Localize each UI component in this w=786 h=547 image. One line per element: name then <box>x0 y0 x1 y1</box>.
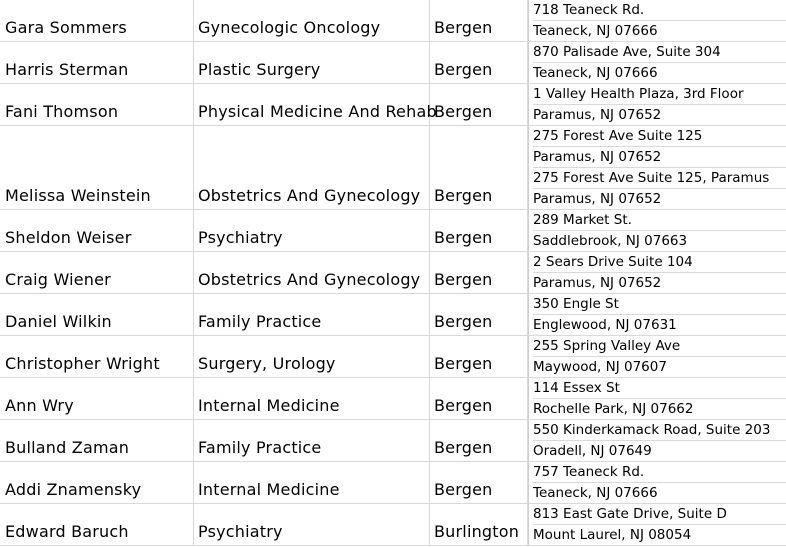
cell-name-text: Sheldon Weiser <box>5 228 132 247</box>
cell-address[interactable] <box>528 378 786 419</box>
address-line: Paramus, NJ 07652 <box>533 107 662 123</box>
address-line: 870 Palisade Ave, Suite 304 <box>533 42 786 63</box>
address-line: 813 East Gate Drive, Suite D <box>533 504 786 525</box>
cell-county[interactable] <box>430 252 528 293</box>
cell-county[interactable] <box>430 378 528 419</box>
cell-county-text: Bergen <box>434 312 493 331</box>
cell-specialty-text: Obstetrics And Gynecology <box>198 270 421 289</box>
address-line: 2 Sears Drive Suite 104 <box>533 252 786 273</box>
table-row <box>0 378 786 420</box>
cell-county-text: Bergen <box>434 228 493 247</box>
address-line: 718 Teaneck Rd. <box>533 0 786 21</box>
address-line: Teaneck, NJ 07666 <box>533 23 658 39</box>
cell-county-text: Bergen <box>434 18 493 37</box>
table-row <box>0 420 786 462</box>
cell-specialty[interactable] <box>194 504 430 545</box>
cell-specialty-text: Family Practice <box>198 312 322 331</box>
cell-name[interactable] <box>0 504 194 545</box>
address-line: Paramus, NJ 07652 <box>533 191 662 207</box>
cell-specialty-text: Psychiatry <box>198 522 283 541</box>
cell-name-text: Ann Wry <box>5 396 74 415</box>
cell-specialty[interactable] <box>194 126 430 209</box>
cell-address[interactable] <box>528 0 786 41</box>
table-row <box>0 462 786 504</box>
cell-county[interactable] <box>430 42 528 83</box>
cell-county-text: Bergen <box>434 438 493 457</box>
cell-county-text: Bergen <box>434 396 493 415</box>
table-row <box>0 336 786 378</box>
cell-address[interactable] <box>528 252 786 293</box>
cell-specialty-text: Physical Medicine And Rehab <box>198 102 437 121</box>
cell-specialty[interactable] <box>194 462 430 503</box>
address-line: 757 Teaneck Rd. <box>533 462 786 483</box>
cell-address[interactable] <box>528 504 786 545</box>
table-row <box>0 294 786 336</box>
cell-name[interactable] <box>0 294 194 335</box>
cell-county[interactable] <box>430 0 528 41</box>
cell-specialty-text: Plastic Surgery <box>198 60 321 79</box>
cell-specialty[interactable] <box>194 378 430 419</box>
table-row <box>0 252 786 294</box>
table-row <box>0 210 786 252</box>
cell-name[interactable] <box>0 378 194 419</box>
table-row <box>0 504 786 546</box>
address-line: 114 Essex St <box>533 378 786 399</box>
cell-county[interactable] <box>430 210 528 251</box>
address-line: 275 Forest Ave Suite 125, Paramus <box>533 168 786 189</box>
address-line: Englewood, NJ 07631 <box>533 317 677 333</box>
cell-county[interactable] <box>430 420 528 461</box>
cell-county[interactable] <box>430 294 528 335</box>
cell-name-text: Edward Baruch <box>5 522 129 541</box>
cell-name-text: Bulland Zaman <box>5 438 130 457</box>
cell-specialty-text: Psychiatry <box>198 228 283 247</box>
cell-name[interactable] <box>0 126 194 209</box>
address-line: Teaneck, NJ 07666 <box>533 65 658 81</box>
address-line: Saddlebrook, NJ 07663 <box>533 233 688 249</box>
cell-specialty-text: Gynecologic Oncology <box>198 18 381 37</box>
table-row <box>0 42 786 84</box>
cell-specialty-text: Internal Medicine <box>198 480 340 499</box>
cell-county-text: Bergen <box>434 270 493 289</box>
cell-name-text: Christopher Wright <box>5 354 160 373</box>
address-line: Teaneck, NJ 07666 <box>533 485 658 501</box>
cell-address[interactable] <box>528 420 786 461</box>
table-row <box>0 84 786 126</box>
cell-specialty-text: Obstetrics And Gynecology <box>198 186 421 205</box>
cell-specialty[interactable] <box>194 210 430 251</box>
cell-name-text: Melissa Weinstein <box>5 186 151 205</box>
cell-specialty-text: Family Practice <box>198 438 322 457</box>
cell-address[interactable] <box>528 84 786 125</box>
cell-county[interactable] <box>430 126 528 209</box>
cell-specialty[interactable] <box>194 42 430 83</box>
address-line: 289 Market St. <box>533 210 786 231</box>
cell-county-text: Bergen <box>434 102 493 121</box>
address-line: 275 Forest Ave Suite 125 <box>533 126 786 147</box>
cell-address[interactable] <box>528 294 786 335</box>
cell-county-text: Bergen <box>434 354 493 373</box>
cell-name[interactable] <box>0 462 194 503</box>
cell-county[interactable] <box>430 336 528 377</box>
cell-specialty[interactable] <box>194 420 430 461</box>
cell-county-text: Burlington <box>434 522 520 541</box>
address-line: Mount Laurel, NJ 08054 <box>533 527 692 543</box>
cell-specialty[interactable] <box>194 84 437 125</box>
cell-name[interactable] <box>0 420 194 461</box>
address-line: Oradell, NJ 07649 <box>533 443 652 459</box>
cell-county-text: Bergen <box>434 480 493 499</box>
address-line: Paramus, NJ 07652 <box>533 147 786 168</box>
address-line: Rochelle Park, NJ 07662 <box>533 401 694 417</box>
cell-county-text: Bergen <box>434 186 493 205</box>
cell-specialty[interactable] <box>194 294 430 335</box>
cell-specialty-text: Surgery, Urology <box>198 354 336 373</box>
cell-name[interactable] <box>0 336 194 377</box>
cell-name[interactable] <box>0 42 194 83</box>
cell-name[interactable] <box>0 252 194 293</box>
cell-address[interactable] <box>528 210 786 251</box>
cell-county-text: Bergen <box>434 60 493 79</box>
cell-name[interactable] <box>0 84 194 125</box>
address-line: 255 Spring Valley Ave <box>533 336 786 357</box>
cell-specialty[interactable] <box>194 336 430 377</box>
address-line: Paramus, NJ 07652 <box>533 275 662 291</box>
cell-name-text: Craig Wiener <box>5 270 111 289</box>
cell-specialty-text: Internal Medicine <box>198 396 340 415</box>
cell-name-text: Harris Sterman <box>5 60 129 79</box>
cell-address[interactable] <box>528 126 786 209</box>
cell-name-text: Gara Sommers <box>5 18 127 37</box>
address-line: 1 Valley Health Plaza, 3rd Floor <box>533 84 786 105</box>
cell-county[interactable] <box>430 504 528 545</box>
table-row <box>0 126 786 210</box>
cell-county[interactable] <box>430 84 528 125</box>
cell-address[interactable] <box>528 336 786 377</box>
cell-county[interactable] <box>430 462 528 503</box>
address-line: 550 Kinderkamack Road, Suite 203 <box>533 420 786 441</box>
cell-name[interactable] <box>0 210 194 251</box>
cell-name-text: Fani Thomson <box>5 102 119 121</box>
cell-name-text: Addi Znamensky <box>5 480 142 499</box>
address-line: 350 Engle St <box>533 294 786 315</box>
cell-specialty[interactable] <box>194 252 430 293</box>
cell-name[interactable] <box>0 0 194 41</box>
cell-address[interactable] <box>528 42 786 83</box>
cell-name-text: Daniel Wilkin <box>5 312 112 331</box>
cell-address[interactable] <box>528 462 786 503</box>
table-row <box>0 0 786 42</box>
address-line: Maywood, NJ 07607 <box>533 359 667 375</box>
cell-specialty[interactable] <box>194 0 430 41</box>
